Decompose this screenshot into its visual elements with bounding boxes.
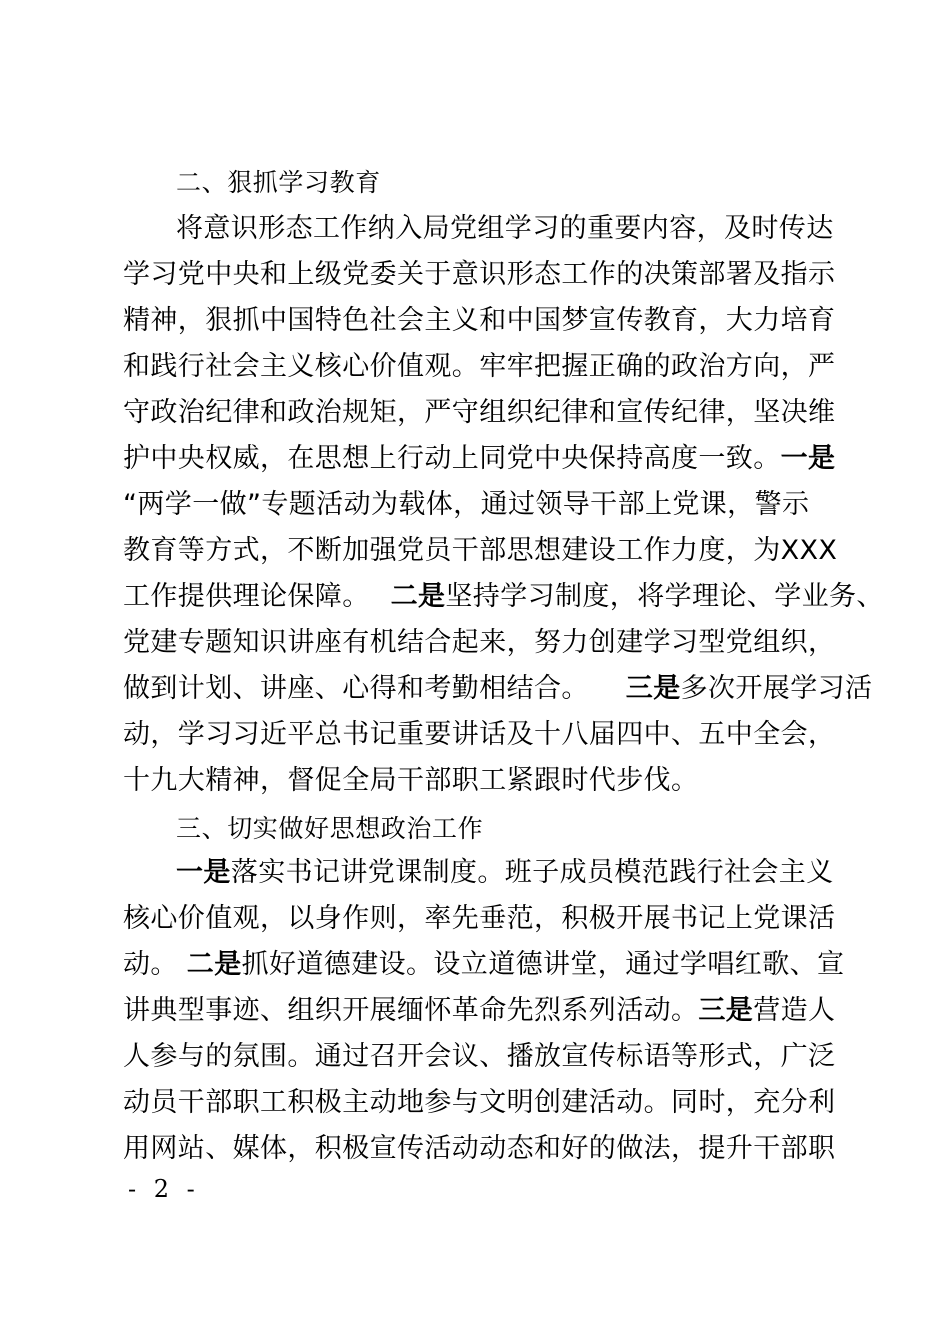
paragraph-line	[176, 850, 834, 896]
bold-marker: 一是	[176, 857, 231, 888]
paragraph-line: 学习党中央和上级党委关于意识形态工作的决策部署及指示	[123, 259, 836, 290]
paragraph-line: 动，学习习近平总书记重要讲话及十八届四中、五中全会，	[123, 719, 836, 750]
text-run: 工作提供理论保障。	[123, 581, 370, 612]
paragraph-line: 用网站、媒体，积极宣传活动动态和好的做法，提升干部职	[123, 1133, 836, 1164]
bold-marker: 三是	[698, 995, 754, 1026]
text-run: 教育等方式，不断加强党员干部思想建设工作力度，为	[123, 535, 781, 566]
text-run: 抓好道德建设。设立道德讲堂，通过学唱红歌、宣	[241, 949, 845, 980]
paragraph-line: 十九大精神，督促全局干部职工紧跟时代步伐。	[123, 765, 699, 796]
text-run: 营造人	[753, 995, 836, 1026]
text-run: 护中央权威，在思想上行动上同党中央保持高度一致。	[123, 443, 781, 474]
paragraph-line: 守政治纪律和政治规矩，严守组织纪律和宣传纪律，坚决维	[123, 397, 836, 428]
text-run: XXX	[780, 535, 838, 566]
paragraph-line: “两学一做”专题活动为载体，通过领导干部上党课，警示	[123, 489, 810, 520]
paragraph-line	[123, 436, 836, 482]
bold-marker: 二是	[186, 949, 242, 980]
bold-marker: 三是	[625, 673, 681, 704]
text-run: 动。	[123, 949, 178, 980]
paragraph-line: 和践行社会主义核心价值观。牢牢把握正确的政治方向，严	[123, 351, 836, 382]
paragraph-line	[123, 574, 884, 620]
paragraph-line	[123, 528, 838, 574]
section-heading-3: 三、切实做好思想政治工作	[176, 814, 484, 843]
text-run: 多次开展学习活	[680, 673, 873, 704]
text-run: 讲典型事迹、组织开展缅怀革命先烈系列活动。	[123, 995, 699, 1026]
paragraph-line: 党建专题知识讲座有机结合起来，努力创建学习型党组织，	[123, 627, 836, 658]
paragraph-line: 人参与的氛围。通过召开会议、播放宣传标语等形式，广泛	[123, 1041, 836, 1072]
paragraph-line	[123, 666, 873, 712]
paragraph-line: 动员干部职工积极主动地参与文明创建活动。同时，充分利	[123, 1087, 836, 1118]
paragraph-line	[123, 988, 836, 1034]
text-run: 落实书记讲党课制度。班子成员模范践行社会主义	[230, 857, 834, 888]
paragraph-line: 将意识形态工作纳入局党组学习的重要内容，及时传达	[176, 213, 834, 244]
text-run: 坚持学习制度，将学理论、学业务、	[445, 581, 884, 612]
paragraph-line	[123, 942, 845, 988]
section-heading-2: 二、狠抓学习教育	[176, 168, 381, 197]
bold-marker: 二是	[390, 581, 446, 612]
page-number: - 2 -	[128, 1175, 200, 1203]
text-run-group	[698, 988, 835, 1034]
paragraph-line: 核心价值观，以身作则，率先垂范，积极开展书记上党课活	[123, 903, 836, 934]
paragraph-line: 精神，狠抓中国特色社会主义和中国梦宣传教育，大力培育	[123, 305, 836, 336]
bold-marker: 一是	[780, 443, 836, 474]
text-run: 做到计划、讲座、心得和考勤相结合。	[123, 673, 589, 704]
